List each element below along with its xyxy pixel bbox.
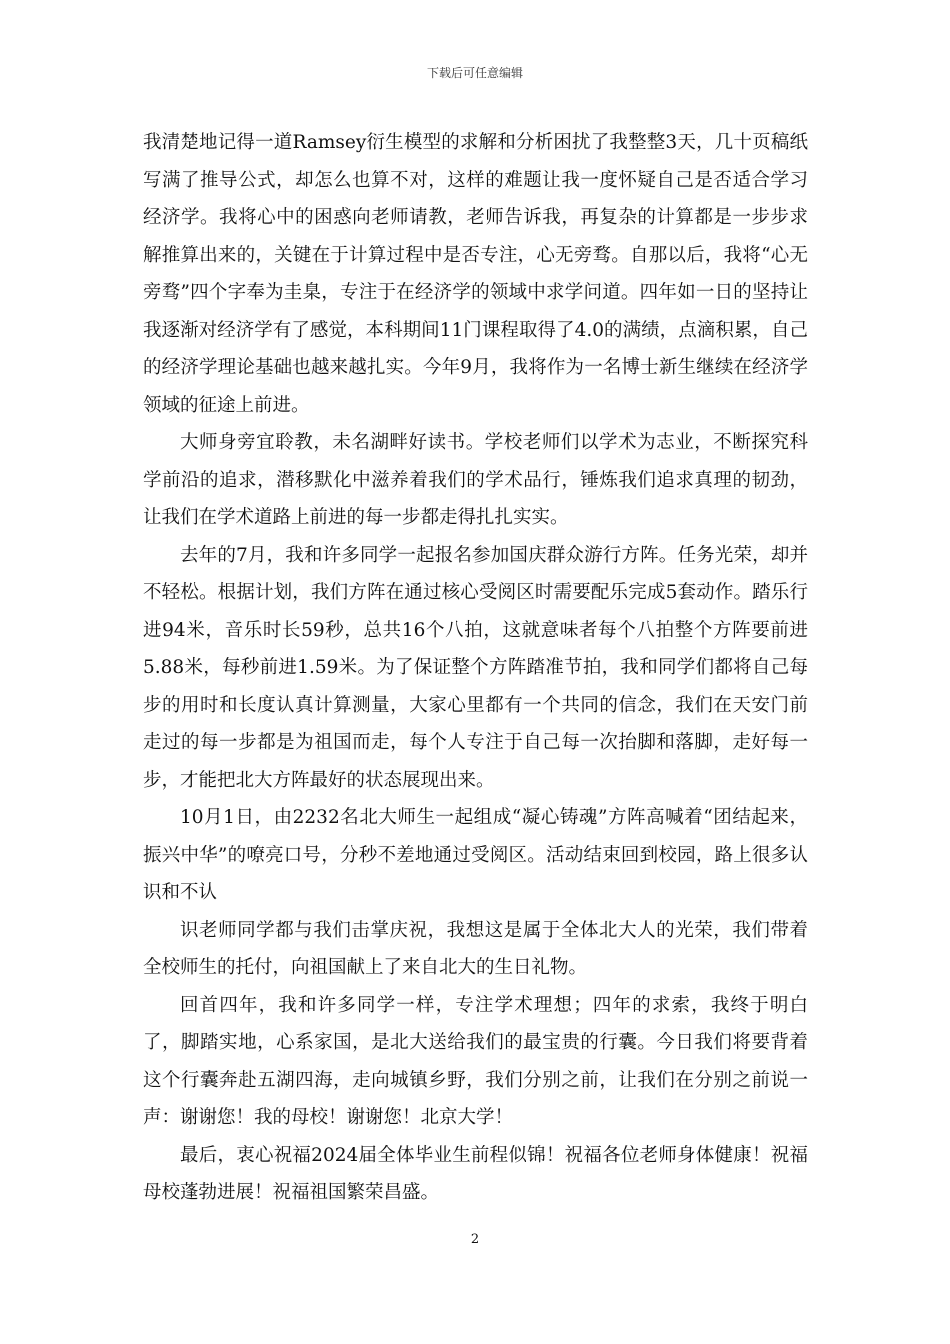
paragraph: 去年的7月，我和许多同学一起报名参加国庆群众游行方阵。任务光荣，却并不轻松。根据计划，我们方阵在通过核心受阅区时需要配乐完成5套动作。踏乐行进94米，音乐时长59秒，总共16个八拍，这就意味者每个八拍整个方阵要前进5.88米，每秒前进1.59米。为了保证整个方阵踏准节拍，我和同学们都将自己每步的用时和长度认真计算测量，大家心里都有一个共同的信念，我们在天安门前走过的每一步都是为祖国而走，每个人专注于自己每一次抬脚和落脚，走好每一步，才能把北大方阵最好的状态展现出来。 — [143, 544, 808, 791]
paragraph: 我清楚地记得一道Ramsey衍生模型的求解和分析困扰了我整整3天，几十页稿纸写满了推导公式，却怎么也算不对，这样的难题让我一度怀疑自己是否适合学习经济学。我将心中的困惑向老师请教，老师告诉我，再复杂的计算都是一步步求解推算出来的，关键在于计算过程中是否专注，心无旁骛。自那以后，我将“心无旁骛”四个字奉为圭臬，专注于在经济学的领域中求学问道。四年如一日的坚持让我逐渐对经济学有了感觉，本科期间11门课程取得了4.0的满绩，点滴积累，自己的经济学理论基础也越来越扎实。今年9月，我将作为一名博士新生继续在经济学领域的征途上前进。 — [143, 132, 808, 416]
paragraph: 大师身旁宜聆教，未名湖畔好读书。学校老师们以学术为志业，不断探究科学前沿的追求，潜移默化中滋养着我们的学术品行，锤炼我们追求真理的韧劲，让我们在学术道路上前进的每一步都走得扎扎实实。 — [143, 432, 808, 528]
document-body — [143, 124, 808, 1212]
paragraph: 10月1日，由2232名北大师生一起组成“凝心铸魂”方阵高喊着“团结起来，振兴中华”的嘹亮口号，分秒不差地通过受阅区。活动结束回到校园，路上很多认识和不认 — [143, 807, 808, 903]
paragraph: 最后，衷心祝福2024届全体毕业生前程似锦！祝福各位老师身体健康！祝福母校蓬勃进展！祝福祖国繁荣昌盛。 — [143, 1144, 808, 1203]
paragraph: 识老师同学都与我们击掌庆祝，我想这是属于全体北大人的光荣，我们带着全校师生的托付，向祖国献上了来自北大的生日礼物。 — [143, 919, 808, 978]
paragraph: 回首四年，我和许多同学一样，专注学术理想；四年的求索，我终于明白了，脚踏实地，心系家国，是北大送给我们的最宝贵的行囊。今日我们将要背着这个行囊奔赴五湖四海，走向城镇乡野，我们分别之前，让我们在分别之前说一声：谢谢您！我的母校！谢谢您！北京大学！ — [143, 994, 808, 1128]
page-header: 下载后可任意编辑 — [426, 66, 523, 80]
page-number: 2 — [470, 1232, 480, 1247]
